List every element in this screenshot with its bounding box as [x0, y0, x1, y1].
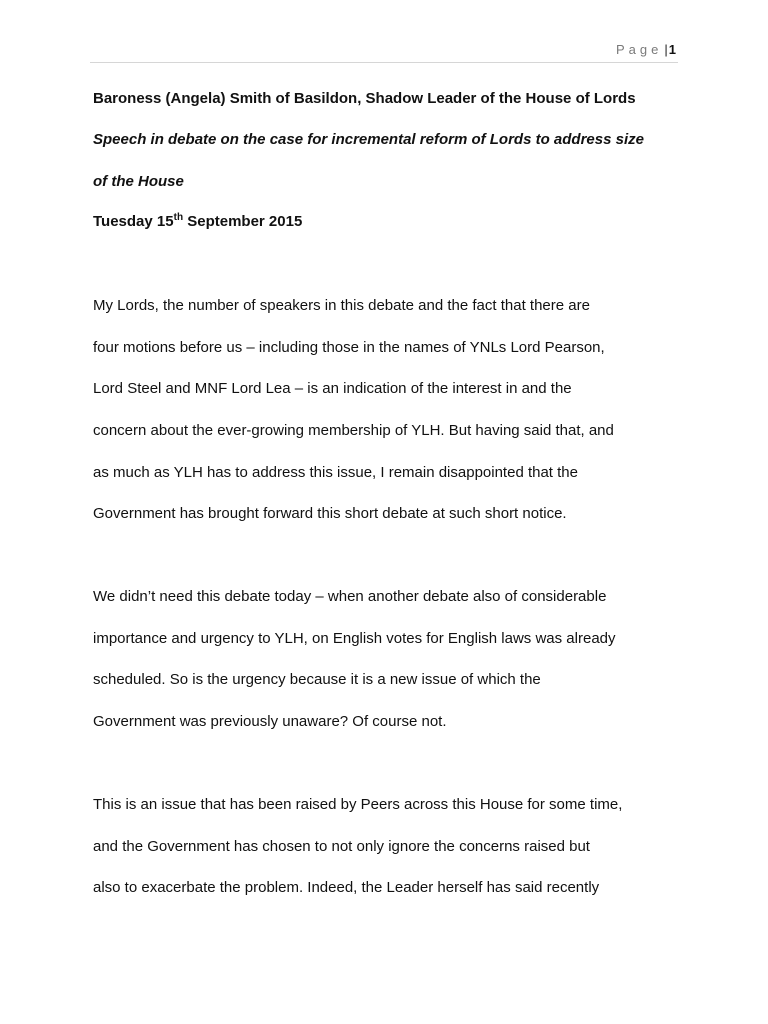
subtitle-line: of the House [93, 173, 184, 190]
paragraph-line: We didn’t need this debate today – when another debate also of considerable [93, 588, 607, 605]
paragraph-line: four motions before us – including those in the names of YNLs Lord Pearson, [93, 339, 605, 356]
page-word: Page [616, 42, 663, 57]
page-number: 1 [668, 42, 676, 57]
date-line [93, 212, 302, 232]
paragraph-line: My Lords, the number of speakers in this debate and the fact that there are [93, 297, 590, 314]
page-separator: | [664, 42, 668, 57]
page-number-label [616, 42, 676, 58]
paragraph-line: concern about the ever-growing membership of YLH. But having said that, and [93, 422, 614, 439]
date-prefix: Tuesday 15 [93, 213, 174, 230]
paragraph-line: Lord Steel and MNF Lord Lea – is an indication of the interest in and the [93, 380, 572, 397]
author-line: Baroness (Angela) Smith of Basildon, Shadow Leader of the House of Lords [93, 90, 636, 107]
page-header [90, 40, 678, 63]
paragraph-line: importance and urgency to YLH, on English votes for English laws was already [93, 630, 616, 647]
paragraph-line: Government has brought forward this short debate at such short notice. [93, 505, 567, 522]
paragraph-line: as much as YLH has to address this issue, I remain disappointed that the [93, 464, 578, 481]
paragraph-line: scheduled. So is the urgency because it is a new issue of which the [93, 671, 541, 688]
subtitle-line: Speech in debate on the case for incremental reform of Lords to address size [93, 131, 644, 148]
paragraph-line: Government was previously unaware? Of course not. [93, 713, 447, 730]
paragraph-line: and the Government has chosen to not only ignore the concerns raised but [93, 838, 590, 855]
paragraph-line: This is an issue that has been raised by Peers across this House for some time, [93, 796, 623, 813]
date-superscript: th [173, 212, 184, 223]
date-suffix: September 2015 [183, 213, 303, 230]
paragraph-line: also to exacerbate the problem. Indeed, the Leader herself has said recently [93, 879, 600, 896]
